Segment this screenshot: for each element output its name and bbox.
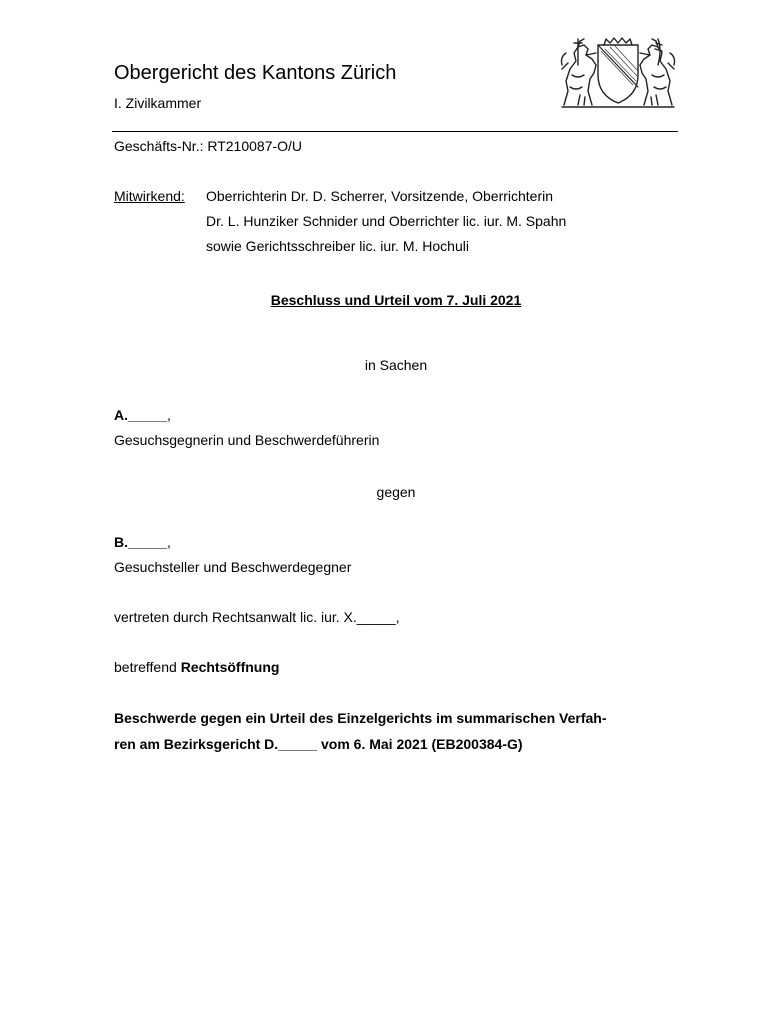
appeal-line-1: Beschwerde gegen ein Urteil des Einzelgerichts im summarischen Verfah-	[114, 710, 607, 726]
coat-of-arms-icon	[558, 35, 678, 111]
case-number-line	[114, 137, 302, 155]
case-number-label: Geschäfts-Nr.:	[114, 138, 204, 154]
party-b-line	[114, 533, 171, 551]
panel-line: Dr. L. Hunziker Schnider und Oberrichter lic. iur. M. Spahn	[206, 213, 567, 229]
appeal-line-2: ren am Bezirksgericht D._____ vom 6. Mai 2021 (EB200384-G)	[114, 736, 523, 752]
party-b-role: Gesuchsteller und Beschwerdegegner	[114, 559, 352, 575]
panel-line: Oberrichterin Dr. D. Scherrer, Vorsitzende, Oberrichterin	[206, 188, 554, 204]
header-divider	[112, 131, 678, 132]
panel-label: Mitwirkend:	[114, 188, 185, 204]
panel-line: sowie Gerichtsschreiber lic. iur. M. Hochuli	[206, 238, 469, 254]
party-a-name: A._____	[114, 407, 167, 423]
subject-prefix: betreffend	[114, 659, 181, 675]
gegen-text: gegen	[376, 484, 416, 500]
case-number: RT210087-O/U	[207, 138, 303, 154]
chamber-name: I. Zivilkammer	[114, 95, 202, 111]
subject-line	[114, 658, 279, 676]
party-b-comma: ,	[166, 534, 171, 550]
court-title: Obergericht des Kantons Zürich	[114, 62, 397, 84]
party-a-role: Gesuchsgegnerin und Beschwerdeführerin	[114, 432, 380, 448]
party-a-comma: ,	[166, 407, 171, 423]
party-a-line	[114, 406, 171, 424]
decision-title: Beschluss und Urteil vom 7. Juli 2021	[270, 292, 522, 308]
party-b-representation: vertreten durch Rechtsanwalt lic. iur. X._____,	[114, 609, 400, 625]
subject-topic: Rechtsöffnung	[180, 659, 280, 675]
in-sachen-text: in Sachen	[364, 357, 428, 373]
party-b-name: B._____	[114, 534, 167, 550]
